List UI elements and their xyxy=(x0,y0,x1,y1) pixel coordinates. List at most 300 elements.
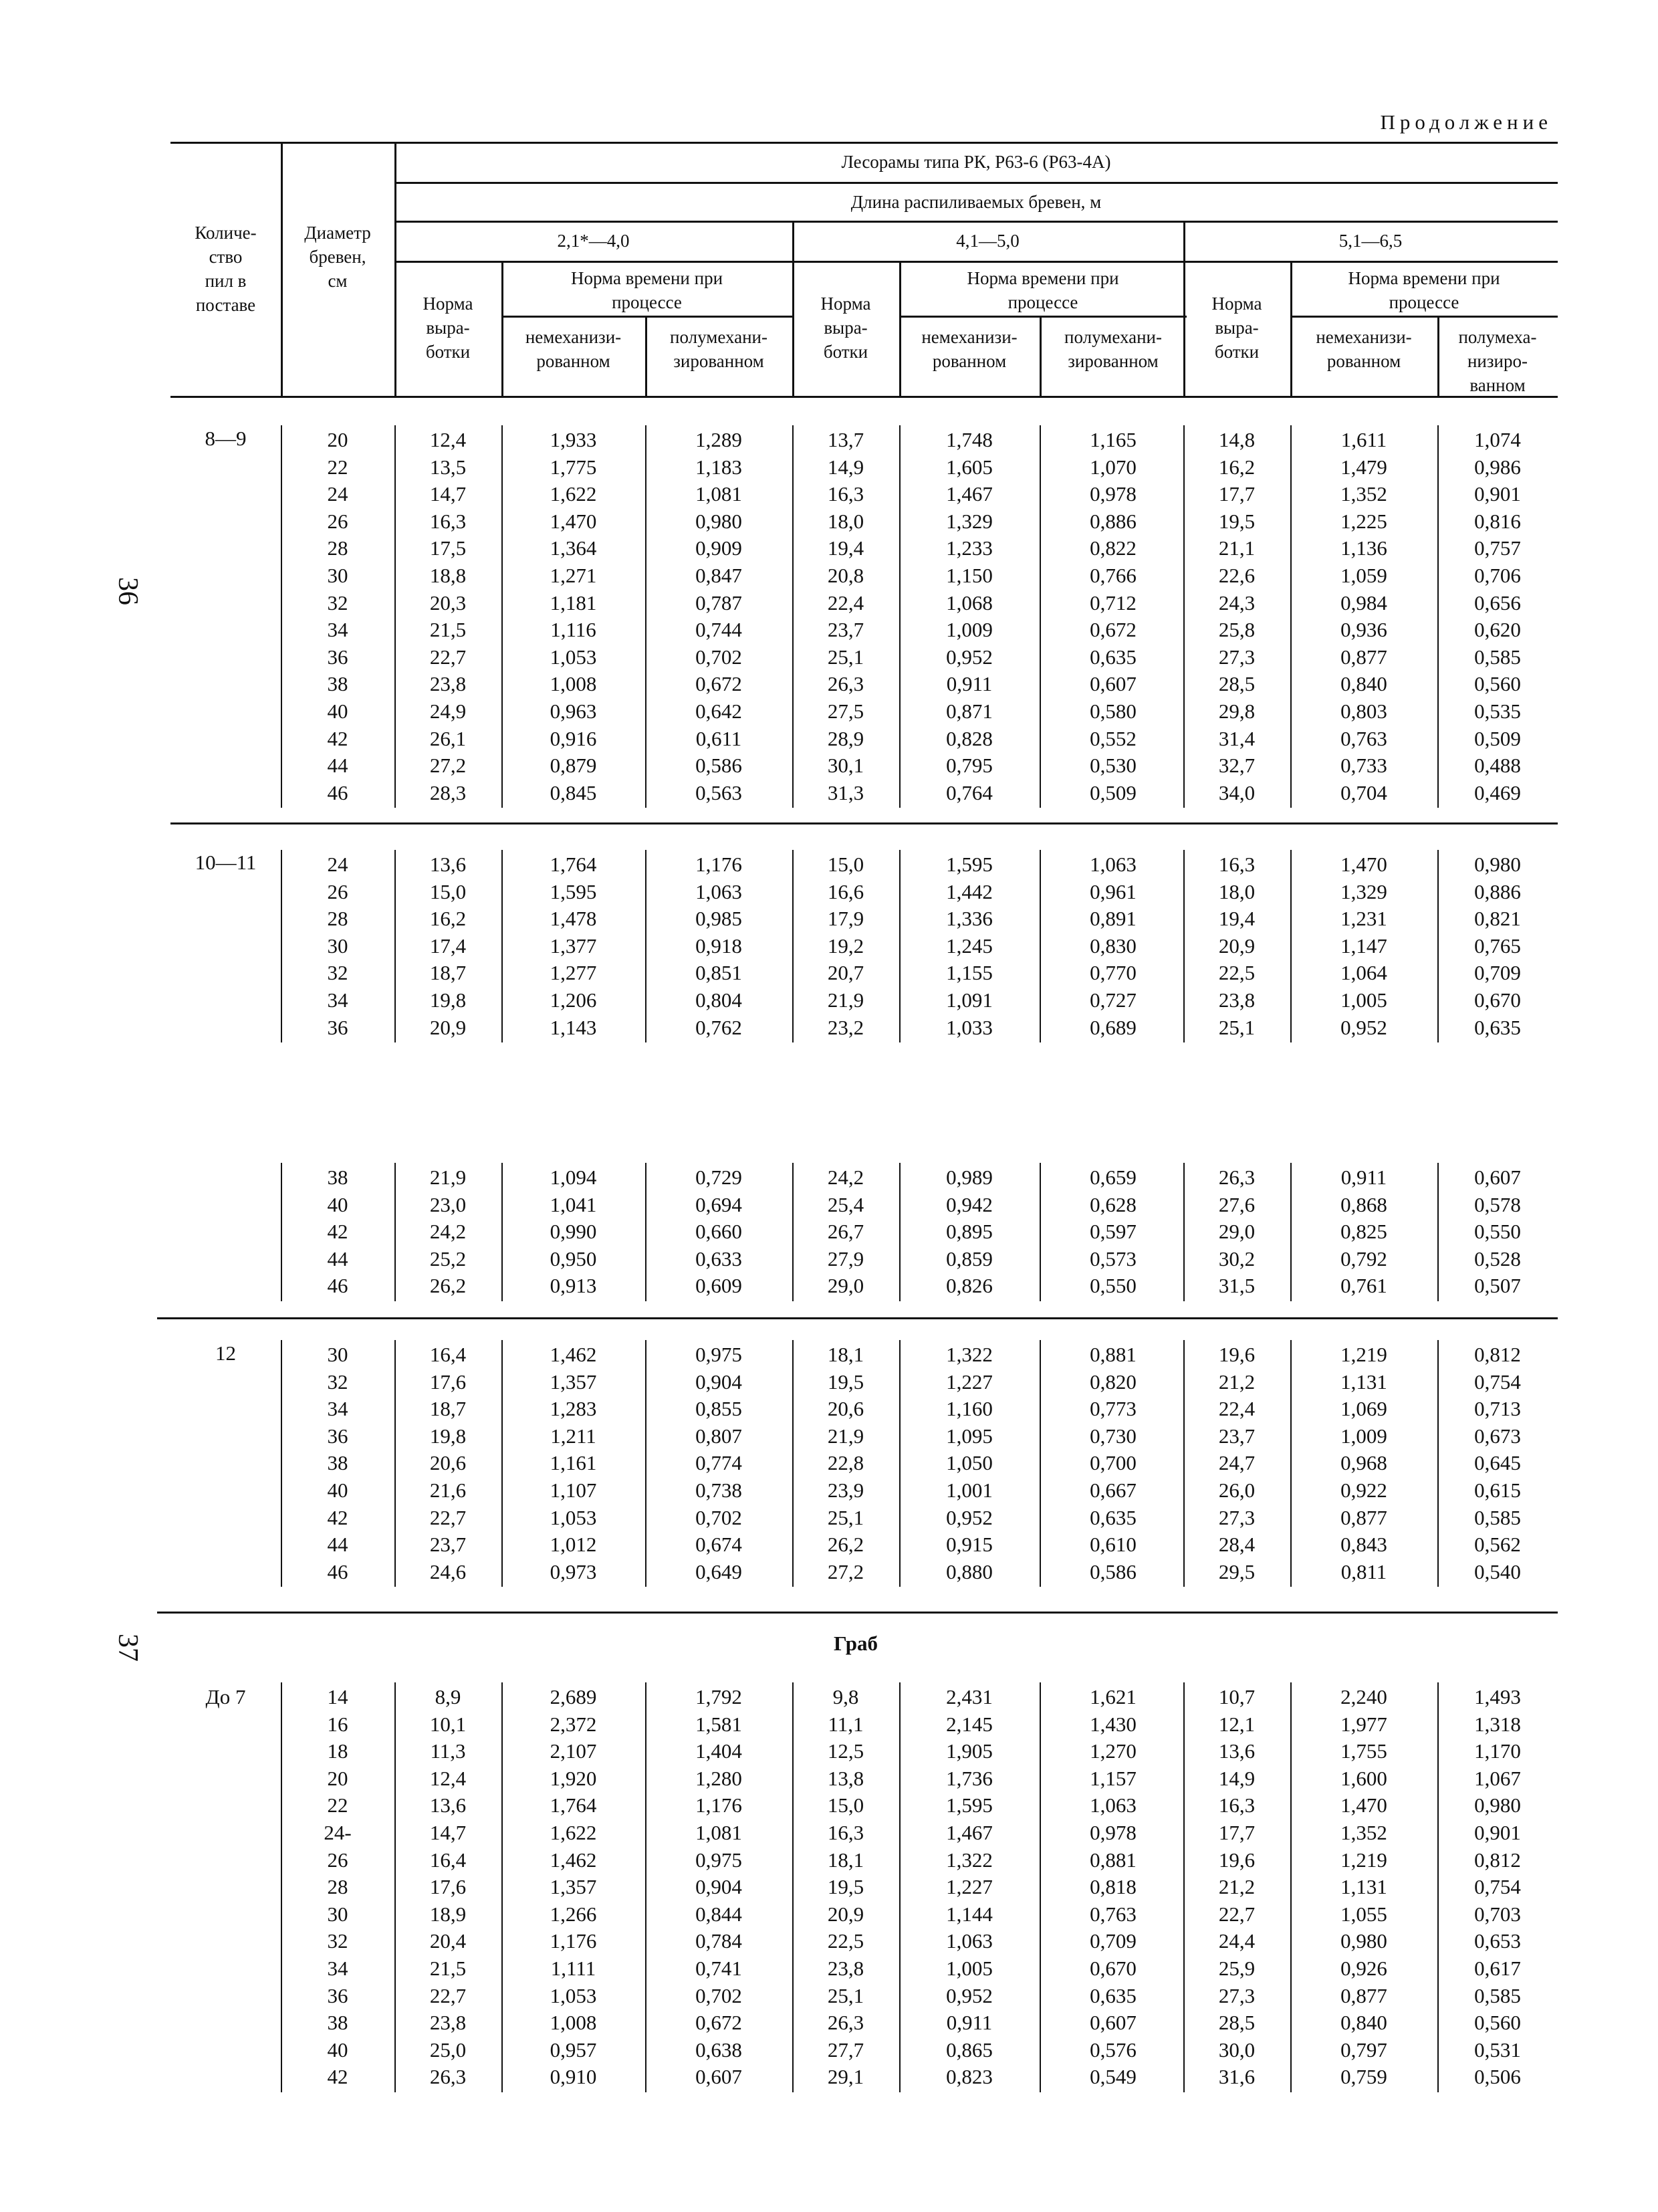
cell-nonmech-2: 0,871 xyxy=(946,699,993,723)
cell-nonmech-1: 1,622 xyxy=(550,482,597,506)
cell-semimech-3: 1,074 xyxy=(1474,428,1521,451)
cell-nonmech-1: 1,775 xyxy=(550,455,597,479)
cell-nonmech-2: 1,227 xyxy=(946,1875,993,1899)
table-row xyxy=(0,1739,1658,1767)
header-top-rule xyxy=(170,142,1558,144)
cell-nonmech-3: 0,922 xyxy=(1340,1478,1387,1502)
table-row xyxy=(0,754,1658,781)
cell-nonmech-2: 1,467 xyxy=(946,1821,993,1844)
cell-semimech-1: 1,081 xyxy=(695,482,742,506)
cell-nonmech-3: 0,763 xyxy=(1340,726,1387,750)
body-vrule xyxy=(1040,1682,1041,2092)
cell-nonmech-1: 1,266 xyxy=(550,1902,597,1926)
cell-semimech-2: 0,822 xyxy=(1090,536,1137,560)
body-vrule xyxy=(1040,1340,1041,1587)
cell-nonmech-1: 1,111 xyxy=(550,1957,596,1980)
cell-output-3: 34,0 xyxy=(1218,780,1256,804)
cell-nonmech-3: 0,840 xyxy=(1340,2011,1387,2035)
cell-semimech-1: 0,672 xyxy=(695,672,742,696)
cell-nonmech-3: 1,009 xyxy=(1340,1424,1387,1448)
cell-nonmech-2: 0,915 xyxy=(946,1533,993,1557)
cell-nonmech-3: 1,231 xyxy=(1340,907,1387,931)
cell-output-2: 15,0 xyxy=(827,853,864,876)
cell-nonmech-3: 1,225 xyxy=(1340,509,1387,533)
cell-semimech-2: 0,730 xyxy=(1090,1424,1137,1448)
header-semi-mech-3: полумеха- низиро- ванном xyxy=(1458,327,1537,395)
cell-output-1: 18,8 xyxy=(429,564,467,587)
table-row xyxy=(0,1506,1658,1533)
cell-diameter: 38 xyxy=(327,672,348,696)
cell-output-2: 16,3 xyxy=(827,1821,864,1844)
table-row xyxy=(0,1875,1658,1902)
cell-diameter: 44 xyxy=(327,1533,348,1557)
body-vrule xyxy=(645,850,646,1042)
cell-output-3: 17,7 xyxy=(1218,1821,1256,1844)
cell-semimech-3: 0,673 xyxy=(1474,1424,1521,1448)
cell-output-3: 19,4 xyxy=(1218,907,1256,931)
cell-diameter: 36 xyxy=(327,1983,348,2007)
cell-semimech-2: 0,659 xyxy=(1090,1166,1137,1189)
cell-nonmech-2: 1,595 xyxy=(946,1793,993,1817)
cell-semimech-1: 0,642 xyxy=(695,699,742,723)
cell-output-3: 30,2 xyxy=(1218,1246,1256,1270)
cell-nonmech-1: 1,764 xyxy=(550,853,597,876)
cell-semimech-1: 0,804 xyxy=(695,988,742,1012)
cell-output-2: 18,0 xyxy=(827,509,864,533)
cell-output-2: 29,1 xyxy=(827,2065,864,2089)
body-vrule xyxy=(899,850,901,1042)
cell-nonmech-2: 1,467 xyxy=(946,482,993,506)
cell-diameter: 24- xyxy=(324,1821,352,1844)
cell-nonmech-3: 1,352 xyxy=(1340,482,1387,506)
cell-output-1: 21,6 xyxy=(429,1478,467,1502)
table-row xyxy=(0,1370,1658,1398)
cell-output-2: 25,1 xyxy=(827,1505,864,1529)
cell-output-1: 25,2 xyxy=(429,1246,467,1270)
cell-semimech-2: 0,573 xyxy=(1090,1246,1137,1270)
cell-diameter: 32 xyxy=(327,1929,348,1953)
cell-output-1: 21,5 xyxy=(429,618,467,642)
cell-nonmech-2: 1,336 xyxy=(946,907,993,931)
cell-output-1: 8,9 xyxy=(435,1685,461,1708)
cell-output-2: 26,7 xyxy=(827,1220,864,1244)
group-label-8-9: 8—9 xyxy=(205,427,247,450)
cell-semimech-2: 0,978 xyxy=(1090,1821,1137,1844)
cell-nonmech-1: 0,879 xyxy=(550,754,597,778)
header-semi-mech-1: полумехани- зированном xyxy=(670,327,767,371)
cell-nonmech-2: 1,245 xyxy=(946,933,993,958)
cell-diameter: 36 xyxy=(327,1424,348,1448)
cell-nonmech-2: 0,989 xyxy=(946,1166,993,1189)
body-vrule xyxy=(899,1682,901,2092)
table-row xyxy=(0,1016,1658,1043)
cell-output-1: 24,2 xyxy=(429,1220,467,1244)
cell-nonmech-1: 1,107 xyxy=(550,1478,597,1502)
cell-nonmech-2: 1,605 xyxy=(946,455,993,479)
cell-semimech-2: 0,576 xyxy=(1090,2037,1137,2062)
cell-output-3: 14,8 xyxy=(1218,428,1256,451)
cell-nonmech-2: 1,595 xyxy=(946,853,993,876)
cell-output-3: 19,6 xyxy=(1218,1343,1256,1366)
cell-output-2: 21,9 xyxy=(827,988,864,1012)
body-vrule xyxy=(501,425,503,808)
cell-output-1: 20,3 xyxy=(429,590,467,615)
cell-nonmech-3: 1,600 xyxy=(1340,1766,1387,1790)
cell-diameter: 40 xyxy=(327,1478,348,1502)
cell-nonmech-2: 2,431 xyxy=(946,1685,993,1708)
cell-output-3: 25,9 xyxy=(1218,1957,1256,1980)
cell-diameter: 42 xyxy=(327,726,348,750)
cell-semimech-1: 0,975 xyxy=(695,1343,742,1366)
cell-output-1: 12,4 xyxy=(429,1766,467,1790)
cell-semimech-1: 0,672 xyxy=(695,2011,742,2035)
cell-nonmech-3: 0,761 xyxy=(1340,1274,1387,1298)
cell-nonmech-2: 1,009 xyxy=(946,618,993,642)
cell-nonmech-1: 1,161 xyxy=(550,1451,597,1475)
cell-nonmech-1: 0,913 xyxy=(550,1274,597,1298)
table-row xyxy=(0,2038,1658,2066)
table-row xyxy=(0,1821,1658,1848)
cell-semimech-2: 0,881 xyxy=(1090,1343,1137,1366)
cell-semimech-3: 0,506 xyxy=(1474,2065,1521,2089)
cell-semimech-2: 0,549 xyxy=(1090,2065,1137,2089)
cell-output-2: 28,9 xyxy=(827,726,864,750)
body-vrule xyxy=(1183,425,1185,808)
cell-nonmech-3: 0,797 xyxy=(1340,2037,1387,2062)
cell-output-2: 23,8 xyxy=(827,1957,864,1980)
cell-nonmech-2: 1,905 xyxy=(946,1739,993,1763)
cell-semimech-2: 0,830 xyxy=(1090,933,1137,958)
cell-output-2: 24,2 xyxy=(827,1166,864,1189)
cell-output-1: 18,7 xyxy=(429,961,467,985)
cell-nonmech-1: 2,372 xyxy=(550,1712,597,1736)
cell-output-2: 9,8 xyxy=(832,1685,859,1708)
cell-semimech-1: 0,918 xyxy=(695,933,742,958)
body-vrule xyxy=(281,1163,282,1301)
cell-output-3: 29,8 xyxy=(1218,699,1256,723)
cell-semimech-3: 0,578 xyxy=(1474,1192,1521,1216)
cell-semimech-1: 0,611 xyxy=(695,726,742,750)
header-non-mech-3: немеханизи- рованном xyxy=(1316,327,1412,371)
body-vrule xyxy=(792,1163,794,1301)
cell-diameter: 26 xyxy=(327,879,348,903)
cell-diameter: 24 xyxy=(327,482,348,506)
body-vrule xyxy=(645,1682,646,2092)
cell-nonmech-3: 1,131 xyxy=(1340,1875,1387,1899)
cell-nonmech-3: 0,840 xyxy=(1340,672,1387,696)
cell-semimech-2: 0,580 xyxy=(1090,699,1137,723)
body-vrule xyxy=(1040,1163,1041,1301)
body-vrule xyxy=(1290,1163,1292,1301)
cell-semimech-3: 0,656 xyxy=(1474,590,1521,615)
cell-output-3: 13,6 xyxy=(1218,1739,1256,1763)
cell-semimech-1: 0,762 xyxy=(695,1015,742,1039)
cell-nonmech-1: 1,357 xyxy=(550,1369,597,1394)
cell-semimech-2: 0,597 xyxy=(1090,1220,1137,1244)
header-norm-output-3: Норма выра- ботки xyxy=(1211,294,1262,362)
cell-semimech-2: 1,430 xyxy=(1090,1712,1137,1736)
cell-nonmech-2: 1,033 xyxy=(946,1015,993,1039)
table-row xyxy=(0,645,1658,673)
body-vrule xyxy=(394,1340,396,1587)
group-separator-3 xyxy=(157,1612,1558,1614)
cell-output-3: 28,4 xyxy=(1218,1533,1256,1557)
cell-semimech-1: 0,702 xyxy=(695,1505,742,1529)
body-vrule xyxy=(1183,1682,1185,2092)
table-row xyxy=(0,961,1658,988)
table-row xyxy=(0,1957,1658,1984)
header-semi-mech-2: полумехани- зированном xyxy=(1064,327,1162,371)
cell-nonmech-2: 0,895 xyxy=(946,1220,993,1244)
cell-nonmech-2: 0,942 xyxy=(946,1192,993,1216)
header-norm-time-2: Норма времени при процессе xyxy=(967,268,1119,312)
cell-semimech-2: 0,818 xyxy=(1090,1875,1137,1899)
header-rule-1 xyxy=(394,182,1558,184)
cell-nonmech-2: 0,952 xyxy=(946,645,993,669)
body-vrule xyxy=(792,1682,794,2092)
cell-output-2: 13,7 xyxy=(827,428,864,451)
cell-output-1: 12,4 xyxy=(429,428,467,451)
cell-semimech-1: 1,081 xyxy=(695,1821,742,1844)
cell-semimech-1: 1,581 xyxy=(695,1712,742,1736)
body-vrule xyxy=(792,850,794,1042)
cell-nonmech-3: 0,911 xyxy=(1340,1166,1387,1189)
cell-semimech-1: 1,404 xyxy=(695,1739,742,1763)
cell-output-2: 25,4 xyxy=(827,1192,864,1216)
cell-semimech-1: 0,660 xyxy=(695,1220,742,1244)
cell-output-3: 22,6 xyxy=(1218,564,1256,587)
cell-nonmech-3: 1,005 xyxy=(1340,988,1387,1012)
cell-semimech-1: 1,280 xyxy=(695,1766,742,1790)
cell-diameter: 38 xyxy=(327,1451,348,1475)
table-row xyxy=(0,1397,1658,1424)
cell-nonmech-1: 1,206 xyxy=(550,988,597,1012)
body-vrule xyxy=(899,1340,901,1587)
header-length-group-3: 5,1—6,5 xyxy=(1338,231,1403,251)
cell-output-1: 23,8 xyxy=(429,2011,467,2035)
cell-nonmech-3: 1,470 xyxy=(1340,853,1387,876)
cell-nonmech-1: 0,916 xyxy=(550,726,597,750)
cell-semimech-3: 0,709 xyxy=(1474,961,1521,985)
cell-output-3: 21,2 xyxy=(1218,1875,1256,1899)
cell-output-2: 26,3 xyxy=(827,672,864,696)
cell-output-3: 25,8 xyxy=(1218,618,1256,642)
table-row xyxy=(0,1793,1658,1821)
cell-diameter: 30 xyxy=(327,933,348,958)
cell-output-1: 16,4 xyxy=(429,1848,467,1872)
cell-semimech-3: 0,980 xyxy=(1474,853,1521,876)
cell-semimech-2: 0,530 xyxy=(1090,754,1137,778)
cell-nonmech-2: 1,329 xyxy=(946,509,993,533)
header-non-mech-1: немеханизи- рованном xyxy=(525,327,622,371)
header-log-length: Длина распиливаемых бревен, м xyxy=(850,192,1102,212)
cell-output-1: 16,4 xyxy=(429,1343,467,1366)
cell-output-3: 25,1 xyxy=(1218,1015,1256,1039)
cell-nonmech-1: 1,053 xyxy=(550,1983,597,2007)
cell-nonmech-1: 0,990 xyxy=(550,1220,597,1244)
cell-nonmech-3: 0,952 xyxy=(1340,1015,1387,1039)
cell-output-3: 28,5 xyxy=(1218,2011,1256,2035)
cell-output-1: 21,9 xyxy=(429,1166,467,1189)
cell-semimech-3: 0,706 xyxy=(1474,564,1521,587)
cell-diameter: 38 xyxy=(327,2011,348,2035)
cell-nonmech-2: 1,091 xyxy=(946,988,993,1012)
cell-nonmech-2: 1,001 xyxy=(946,1478,993,1502)
cell-nonmech-3: 0,811 xyxy=(1340,1559,1387,1583)
cell-semimech-1: 0,855 xyxy=(695,1397,742,1421)
cell-diameter: 42 xyxy=(327,1505,348,1529)
cell-output-3: 19,5 xyxy=(1218,509,1256,533)
cell-semimech-1: 0,784 xyxy=(695,1929,742,1953)
body-vrule xyxy=(1183,1340,1185,1587)
cell-nonmech-2: 1,736 xyxy=(946,1766,993,1790)
cell-output-3: 16,3 xyxy=(1218,853,1256,876)
cell-output-2: 19,4 xyxy=(827,536,864,560)
cell-output-2: 27,9 xyxy=(827,1246,864,1270)
cell-nonmech-1: 1,283 xyxy=(550,1397,597,1421)
cell-nonmech-2: 0,952 xyxy=(946,1505,993,1529)
cell-output-2: 17,9 xyxy=(827,907,864,931)
cell-output-2: 23,7 xyxy=(827,618,864,642)
cell-nonmech-3: 0,825 xyxy=(1340,1220,1387,1244)
cell-nonmech-2: 1,005 xyxy=(946,1957,993,1980)
table-row xyxy=(0,564,1658,591)
cell-semimech-2: 0,727 xyxy=(1090,988,1137,1012)
cell-semimech-2: 0,552 xyxy=(1090,726,1137,750)
header-rule-4b xyxy=(899,316,1187,318)
cell-diameter: 32 xyxy=(327,590,348,615)
cell-output-1: 21,5 xyxy=(429,1957,467,1980)
cell-semimech-1: 0,694 xyxy=(695,1192,742,1216)
cell-diameter: 34 xyxy=(327,1397,348,1421)
table-row xyxy=(0,934,1658,962)
cell-output-3: 32,7 xyxy=(1218,754,1256,778)
cell-nonmech-3: 1,219 xyxy=(1340,1343,1387,1366)
cell-output-3: 12,1 xyxy=(1218,1712,1256,1736)
cell-diameter: 44 xyxy=(327,754,348,778)
cell-semimech-1: 0,674 xyxy=(695,1533,742,1557)
header-diameter: Диаметр бревен, см xyxy=(304,223,371,291)
cell-output-3: 16,3 xyxy=(1218,1793,1256,1817)
cell-semimech-2: 0,763 xyxy=(1090,1902,1137,1926)
cell-output-2: 16,6 xyxy=(827,879,864,903)
cell-semimech-1: 0,980 xyxy=(695,509,742,533)
cell-nonmech-2: 0,859 xyxy=(946,1246,993,1270)
cell-nonmech-3: 1,055 xyxy=(1340,1902,1387,1926)
cell-semimech-3: 0,540 xyxy=(1474,1559,1521,1583)
cell-semimech-2: 0,635 xyxy=(1090,645,1137,669)
cell-diameter: 40 xyxy=(327,2037,348,2062)
cell-nonmech-1: 1,053 xyxy=(550,1505,597,1529)
cell-output-2: 18,1 xyxy=(827,1343,864,1366)
table-row xyxy=(0,880,1658,907)
cell-output-1: 23,0 xyxy=(429,1192,467,1216)
cell-diameter: 46 xyxy=(327,1559,348,1583)
body-vrule xyxy=(281,1340,282,1587)
cell-semimech-3: 0,901 xyxy=(1474,482,1521,506)
group-separator-1 xyxy=(170,822,1558,824)
cell-diameter: 22 xyxy=(327,455,348,479)
cell-nonmech-1: 0,957 xyxy=(550,2037,597,2062)
table-row xyxy=(0,1193,1658,1220)
cell-nonmech-1: 1,116 xyxy=(550,618,596,642)
cell-nonmech-2: 1,068 xyxy=(946,590,993,615)
cell-output-2: 11,1 xyxy=(828,1712,864,1736)
cell-nonmech-3: 1,329 xyxy=(1340,879,1387,903)
cell-nonmech-1: 1,462 xyxy=(550,1848,597,1872)
cell-output-1: 16,2 xyxy=(429,907,467,931)
table-row xyxy=(0,1247,1658,1275)
cell-nonmech-1: 1,012 xyxy=(550,1533,597,1557)
table-row xyxy=(0,1274,1658,1301)
cell-semimech-2: 0,635 xyxy=(1090,1505,1137,1529)
cell-nonmech-2: 1,748 xyxy=(946,428,993,451)
cell-semimech-2: 1,070 xyxy=(1090,455,1137,479)
cell-output-1: 24,9 xyxy=(429,699,467,723)
section-title-grab: Граб xyxy=(833,1632,878,1655)
page-number-bottom: 37 xyxy=(112,1634,143,1662)
cell-semimech-1: 0,638 xyxy=(695,2037,742,2062)
cell-nonmech-1: 1,462 xyxy=(550,1343,597,1366)
cell-nonmech-3: 1,131 xyxy=(1340,1369,1387,1394)
cell-output-1: 26,3 xyxy=(429,2065,467,2089)
cell-output-3: 26,0 xyxy=(1218,1478,1256,1502)
cell-output-3: 24,7 xyxy=(1218,1451,1256,1475)
table-row xyxy=(0,1220,1658,1247)
cell-nonmech-2: 0,952 xyxy=(946,1983,993,2007)
cell-output-1: 28,3 xyxy=(429,780,467,804)
cell-nonmech-3: 1,064 xyxy=(1340,961,1387,985)
group-label-10-11: 10—11 xyxy=(195,851,257,874)
cell-nonmech-3: 0,759 xyxy=(1340,2065,1387,2089)
cell-output-1: 24,6 xyxy=(429,1559,467,1583)
body-vrule xyxy=(1040,850,1041,1042)
cell-semimech-2: 0,550 xyxy=(1090,1274,1137,1298)
cell-semimech-2: 0,978 xyxy=(1090,482,1137,506)
cell-semimech-1: 0,904 xyxy=(695,1875,742,1899)
table-row xyxy=(0,1929,1658,1957)
cell-output-3: 24,4 xyxy=(1218,1929,1256,1953)
body-vrule xyxy=(1290,1340,1292,1587)
cell-output-1: 26,2 xyxy=(429,1274,467,1298)
cell-diameter: 26 xyxy=(327,509,348,533)
cell-output-3: 29,0 xyxy=(1218,1220,1256,1244)
cell-semimech-2: 0,886 xyxy=(1090,509,1137,533)
cell-output-3: 21,2 xyxy=(1218,1369,1256,1394)
cell-nonmech-1: 1,211 xyxy=(550,1424,596,1448)
cell-output-2: 20,7 xyxy=(827,961,864,985)
cell-output-1: 13,6 xyxy=(429,853,467,876)
cell-nonmech-3: 1,479 xyxy=(1340,455,1387,479)
cell-nonmech-3: 0,704 xyxy=(1340,780,1387,804)
cell-nonmech-3: 0,868 xyxy=(1340,1192,1387,1216)
body-vrule xyxy=(645,425,646,808)
cell-semimech-3: 0,585 xyxy=(1474,1505,1521,1529)
cell-semimech-1: 1,176 xyxy=(695,1793,742,1817)
cell-semimech-2: 0,700 xyxy=(1090,1451,1137,1475)
cell-diameter: 28 xyxy=(327,536,348,560)
cell-semimech-3: 0,754 xyxy=(1474,1369,1521,1394)
cell-output-1: 27,2 xyxy=(429,754,467,778)
cell-nonmech-1: 1,176 xyxy=(550,1929,597,1953)
cell-output-3: 21,1 xyxy=(1218,536,1256,560)
cell-semimech-3: 0,528 xyxy=(1474,1246,1521,1270)
cell-semimech-3: 0,703 xyxy=(1474,1902,1521,1926)
continuation-label: Продолжение xyxy=(1380,110,1552,134)
table-row xyxy=(0,1767,1658,1794)
cell-output-3: 24,3 xyxy=(1218,590,1256,615)
cell-output-1: 17,4 xyxy=(429,933,467,958)
